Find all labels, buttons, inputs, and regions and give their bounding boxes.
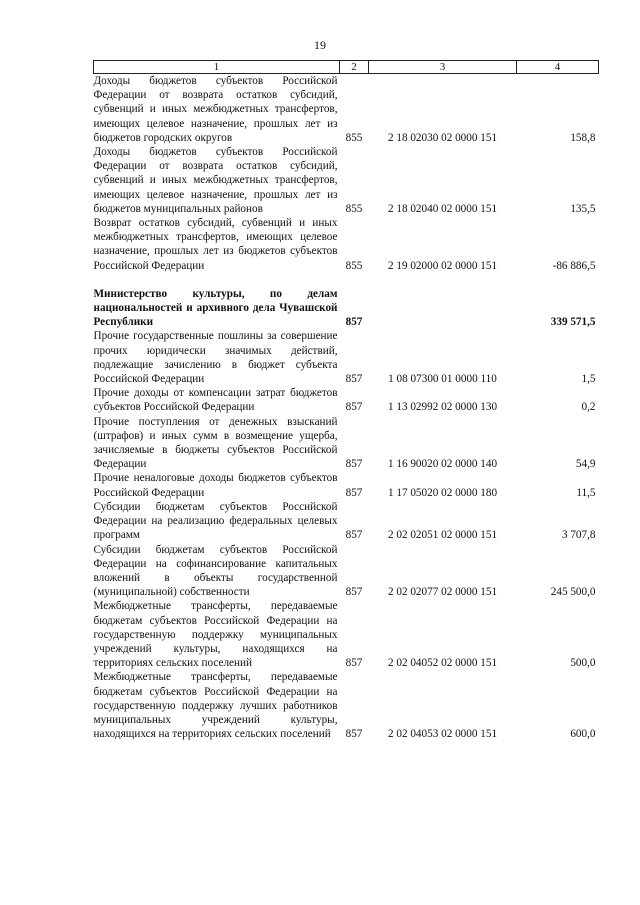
table-row: [94, 386, 599, 414]
header-col-2: 2: [340, 61, 369, 74]
table-row: [94, 74, 599, 146]
row-name: Возврат остатков субсидий, субвенций и иных межбюджетных трансфертов, имеющих целевое назначение, прошлых лет из бюджетов субъектов Российской Федерации: [93, 217, 338, 272]
row-amount: 135,5: [570, 202, 596, 215]
row-amount: -86 886,5: [552, 259, 596, 272]
row-amount: 500,0: [570, 657, 596, 670]
table-row: [94, 415, 599, 472]
row-classification-code: 1 16 90020 02 0000 140: [387, 458, 498, 471]
row-name: Субсидии бюджетам субъектов Российской Федерации на софинансирование капитальных вложений в объекты государственной (муниципальной) собственности: [93, 543, 338, 599]
row-admin-code: 857: [345, 728, 363, 741]
row-admin-code: 855: [345, 131, 363, 144]
row-name: Прочие государственные пошлины за совершение прочих юридически значимых действий, подлежащие зачислению в бюджет субъекта Российской Федерации: [93, 330, 338, 386]
row-classification-code: 2 02 04053 02 0000 151: [387, 728, 498, 741]
row-classification-code: 2 02 02051 02 0000 151: [387, 529, 498, 542]
spacer-row: [94, 273, 599, 287]
row-classification-code: [369, 287, 517, 330]
row-classification-code: 2 18 02040 02 0000 151: [387, 202, 498, 215]
row-classification-code: 1 08 07300 01 0000 110: [388, 373, 497, 386]
table-row: [94, 500, 599, 543]
row-name: Субсидии бюджетам субъектов Российской Федерации на реализацию федеральных целевых программ: [93, 500, 338, 542]
row-amount: 1,5: [581, 373, 596, 386]
row-classification-code: 2 19 02000 02 0000 151: [387, 259, 498, 272]
header-col-4: 4: [517, 61, 599, 74]
row-name: Прочие поступления от денежных взысканий (штрафов) и иных сумм в возмещение ущерба, зачисляемые в бюджеты субъектов Российской Федерации: [93, 415, 338, 471]
table-row: [94, 471, 599, 499]
ministry-total-row: [94, 287, 599, 330]
row-amount: 0,2: [581, 401, 596, 414]
row-name: Прочие доходы от компенсации затрат бюджетов субъектов Российской Федерации: [93, 387, 338, 414]
table-header: [94, 61, 599, 74]
row-admin-code: 855: [345, 259, 363, 272]
table-row: [94, 329, 599, 386]
row-classification-code: 2 02 04052 02 0000 151: [387, 657, 498, 670]
row-amount: 158,8: [570, 131, 596, 144]
row-amount: 3 707,8: [561, 529, 596, 542]
row-admin-code: 855: [345, 202, 363, 215]
row-amount: 600,0: [570, 728, 596, 741]
row-admin-code: 857: [345, 458, 363, 471]
row-classification-code: 1 17 05020 02 0000 180: [387, 486, 498, 499]
row-name: Прочие неналоговые доходы бюджетов субъектов Российской Федерации: [93, 472, 338, 499]
table-row: [94, 599, 599, 670]
row-admin-code: 857: [345, 529, 363, 542]
table-row: [94, 543, 599, 600]
row-admin-code: 857: [345, 657, 363, 670]
table-row: [94, 670, 599, 741]
row-amount: 245 500,0: [550, 586, 596, 599]
ministry-name: Министерство культуры, по делам национальностей и архивного дела Чувашской Республики: [93, 287, 338, 329]
page-number: 19: [314, 38, 326, 52]
row-amount: 11,5: [576, 486, 596, 499]
table-row: [94, 216, 599, 273]
ministry-total-amount: 339 571,5: [550, 316, 596, 329]
table-row: [94, 145, 599, 216]
header-col-3: 3: [369, 61, 517, 74]
row-classification-code: 1 13 02992 02 0000 130: [387, 401, 498, 414]
row-name: Межбюджетные трансферты, передаваемые бюджетам субъектов Российской Федерации на государственную поддержку муниципальных учреждений культуры, находящихся на территориях сельских поселений: [93, 600, 338, 670]
header-col-1: 1: [94, 61, 340, 74]
row-name: Доходы бюджетов субъектов Российской Федерации от возврата остатков субсидий, субвенций и иных межбюджетных трансфертов, имеющих целевое назначение, прошлых лет из бюджетов городских округов: [93, 75, 338, 144]
row-admin-code: 857: [345, 316, 363, 329]
row-admin-code: 857: [345, 373, 363, 386]
row-classification-code: 2 18 02030 02 0000 151: [387, 131, 498, 144]
row-amount: 54,9: [575, 458, 596, 471]
row-name: Доходы бюджетов субъектов Российской Федерации от возврата остатков субсидий, субвенций и иных межбюджетных трансфертов, имеющих целевое назначение, прошлых лет из бюджетов муниципальных районов: [93, 146, 338, 215]
header-row: [94, 61, 599, 74]
row-admin-code: 857: [345, 586, 363, 599]
row-name: Межбюджетные трансферты, передаваемые бюджетам субъектов Российской Федерации на государственную поддержку лучших работников муниципальных учреждений культуры, находящихся на территориях сельских поселений: [93, 671, 338, 741]
row-admin-code: 857: [345, 486, 363, 499]
table-body: [94, 74, 599, 742]
row-classification-code: 2 02 02077 02 0000 151: [387, 586, 498, 599]
row-admin-code: 857: [345, 401, 363, 414]
revenue-table: [93, 60, 599, 741]
